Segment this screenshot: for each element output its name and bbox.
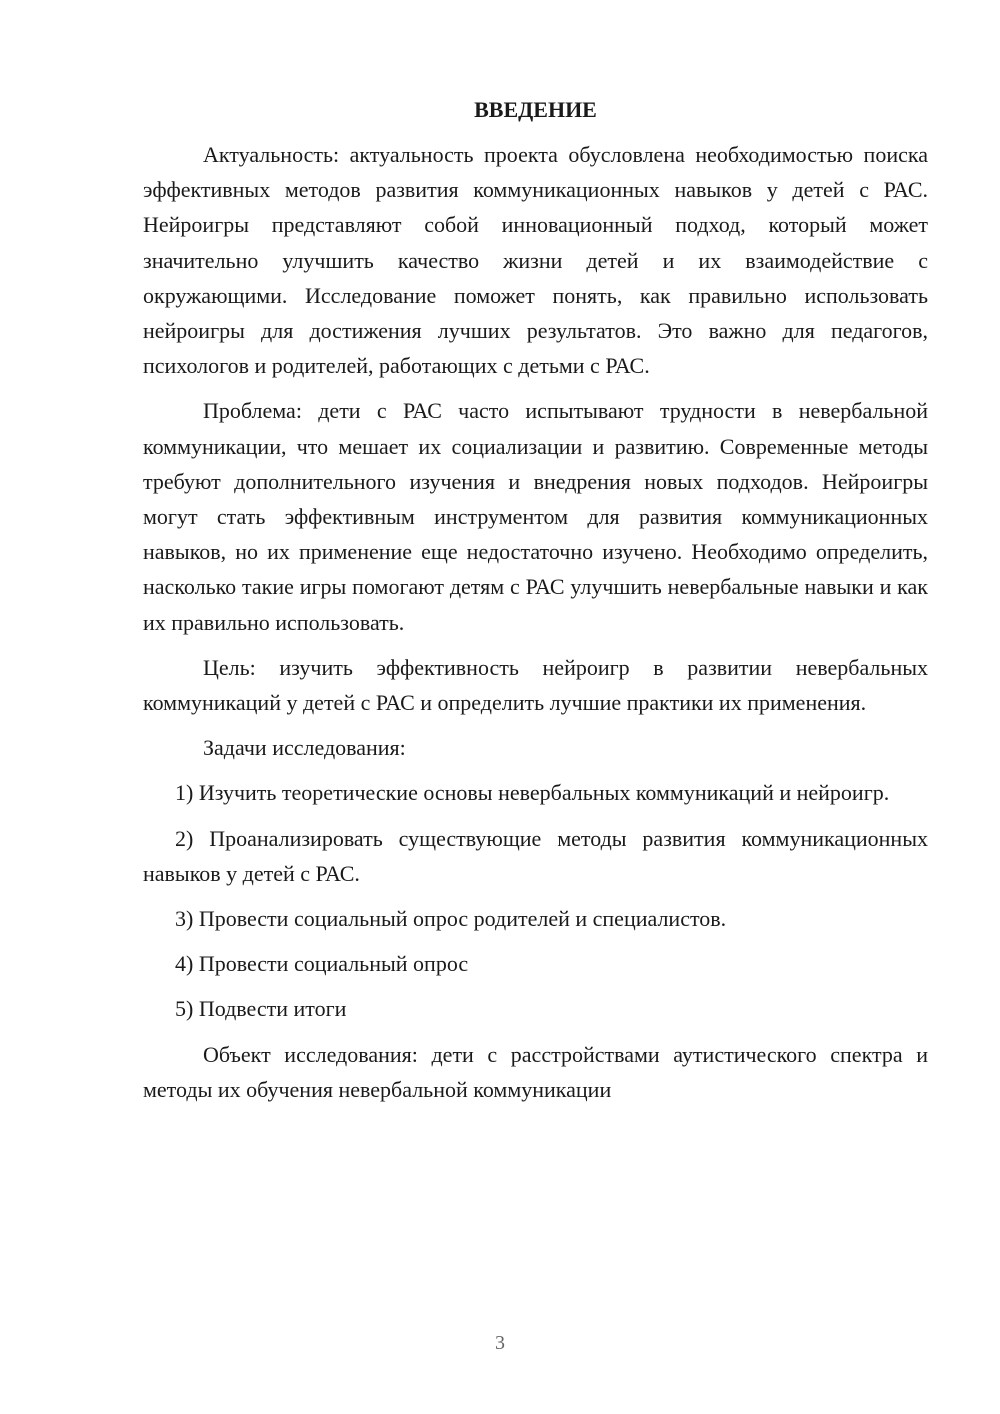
section-heading: ВВЕДЕНИЕ [474, 97, 597, 122]
page-number: 3 [495, 1332, 505, 1354]
object-paragraph: Объект исследования: дети с расстройствами аутистического спектра и методы их обучения невербальной коммуникации [143, 1041, 928, 1102]
task-item-5: 5) Подвести итоги [175, 996, 347, 1022]
goal-paragraph: Цель: изучить эффективность нейроигр в развитии невербальных коммуникаций у детей с РАС и определить лучшие практики их применения. [143, 654, 928, 716]
relevance-paragraph: Актуальность: актуальность проекта обусловлена необходимостью поиска эффективных методов развития коммуникационных навыков у детей с РАС. Нейроигры представляют собой инновационный подход, который может значительно улучшить качество жизни детей и их взаимодействие с окружающими. Исследование поможет понять, как правильно использовать нейроигры для достижения лучших результатов. Это важно для педагогов, психологов и родителей, работающих с детьми с РАС. [143, 142, 928, 379]
tasks-title: Задачи исследования: [203, 735, 406, 761]
task-item-3: 3) Провести социальный опрос родителей и специалистов. [175, 906, 727, 932]
problem-paragraph: Проблема: дети с РАС часто испытывают трудности в невербальной коммуникации, что мешает их социализации и развитию. Современные методы требуют дополнительного изучения и внедрения новых подходов. Нейроигры могут стать эффективным инструментом для развития коммуникационных навыков, но их применение еще недостаточно изучено. Необходимо определить, насколько такие игры помогают детям с РАС улучшить невербальные навыки и как их правильно использовать. [143, 398, 928, 635]
task-item-1: 1) Изучить теоретические основы невербальных коммуникаций и нейроигр. [175, 780, 890, 806]
page-content [143, 93, 928, 1117]
task-item-2: 2) Проанализировать существующие методы развития коммуникационных навыков у детей с РАС. [143, 825, 928, 886]
task-item-4: 4) Провести социальный опрос [175, 951, 469, 977]
